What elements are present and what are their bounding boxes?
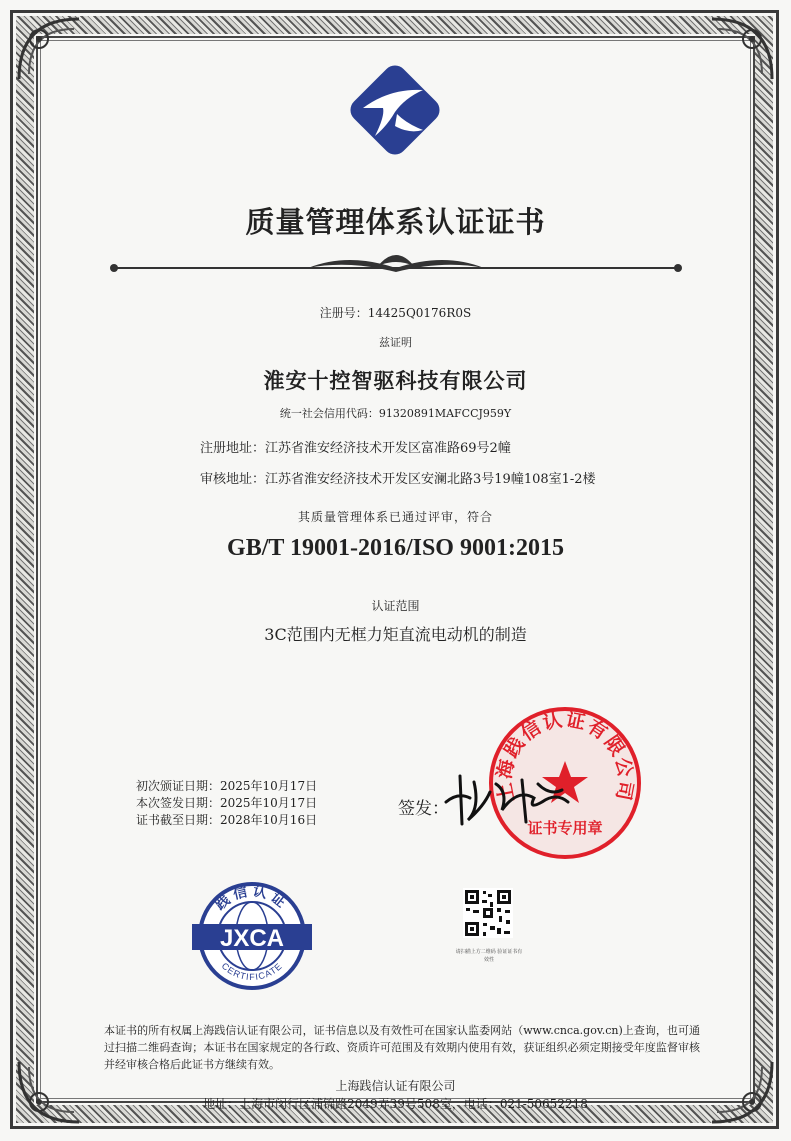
certify-label: 兹证明 <box>379 336 412 349</box>
jxca-acronym: JXCA <box>219 925 285 952</box>
seal-ring-text: 上海践信认证有限公司 <box>493 708 637 804</box>
scope-label: 认证范围 <box>371 599 420 613</box>
seal-center-text: 证书专用章 <box>527 819 603 837</box>
first-issue-date: 初次颁证日期：2025年10月17日 <box>136 779 318 793</box>
handwritten-signature <box>438 762 588 832</box>
jxca-logo-icon <box>190 880 314 990</box>
credit-code: 统一社会信用代码：91320891MAFCCJ959Y <box>279 407 512 420</box>
certificate-title: 质量管理体系认证证书 <box>245 205 546 239</box>
jxca-bottom-text: CERTIFICATE <box>219 960 285 983</box>
inner-frame-line <box>40 40 751 1099</box>
jxca-top-text: 践信认证 <box>212 883 292 914</box>
corner-ornament-icon <box>14 14 84 84</box>
passed-statement: 其质量管理体系已通过评审，符合 <box>297 510 493 524</box>
title-divider-ornament <box>108 246 684 286</box>
expiry-date: 证书截至日期：2028年10月16日 <box>136 813 318 827</box>
scope-text: 3C范围内无框力矩直流电动机的制造 <box>264 625 527 644</box>
qr-verification-note: 请扫描上方二维码 验证证书有效性 <box>455 949 523 963</box>
registered-address: 注册地址：江苏省淮安经济技术开发区富准路69号2幢 <box>200 441 511 456</box>
issuer-name: 上海践信认证有限公司 <box>335 1079 456 1093</box>
registration-number: 注册号：14425Q0176R0S <box>319 306 472 320</box>
certification-logo-icon <box>335 50 455 170</box>
dates-block <box>136 778 317 829</box>
signature-label: 签发： <box>398 799 449 819</box>
qr-code-icon[interactable] <box>463 888 513 938</box>
standard-code: GB/T 19001-2016/ISO 9001:2015 <box>227 535 564 561</box>
current-issue-date: 本次签发日期：2025年10月17日 <box>136 796 318 810</box>
audit-address: 审核地址：江苏省淮安经济技术开发区安澜北路3号19幢108室1-2楼 <box>200 472 596 487</box>
issuer-contact: 地址：上海市闵行区浦锦路2049弄39号508室，电话：021-50652218 <box>203 1097 588 1111</box>
corner-ornament-icon <box>707 14 777 84</box>
footer-notice: 本证书的所有权属上海践信认证有限公司，证书信息以及有效性可在国家认监委网站（www.cnca.gov.cn)上查询，也可通过扫描二维码查询；本证书在国家规定的各行政、资质许可范围及有效期内使用有效，获证组织必须定期接受年度监督审核并经审核合格后此证书方继续有效。 <box>104 1024 700 1071</box>
company-name: 淮安十控智驱科技有限公司 <box>263 368 528 393</box>
